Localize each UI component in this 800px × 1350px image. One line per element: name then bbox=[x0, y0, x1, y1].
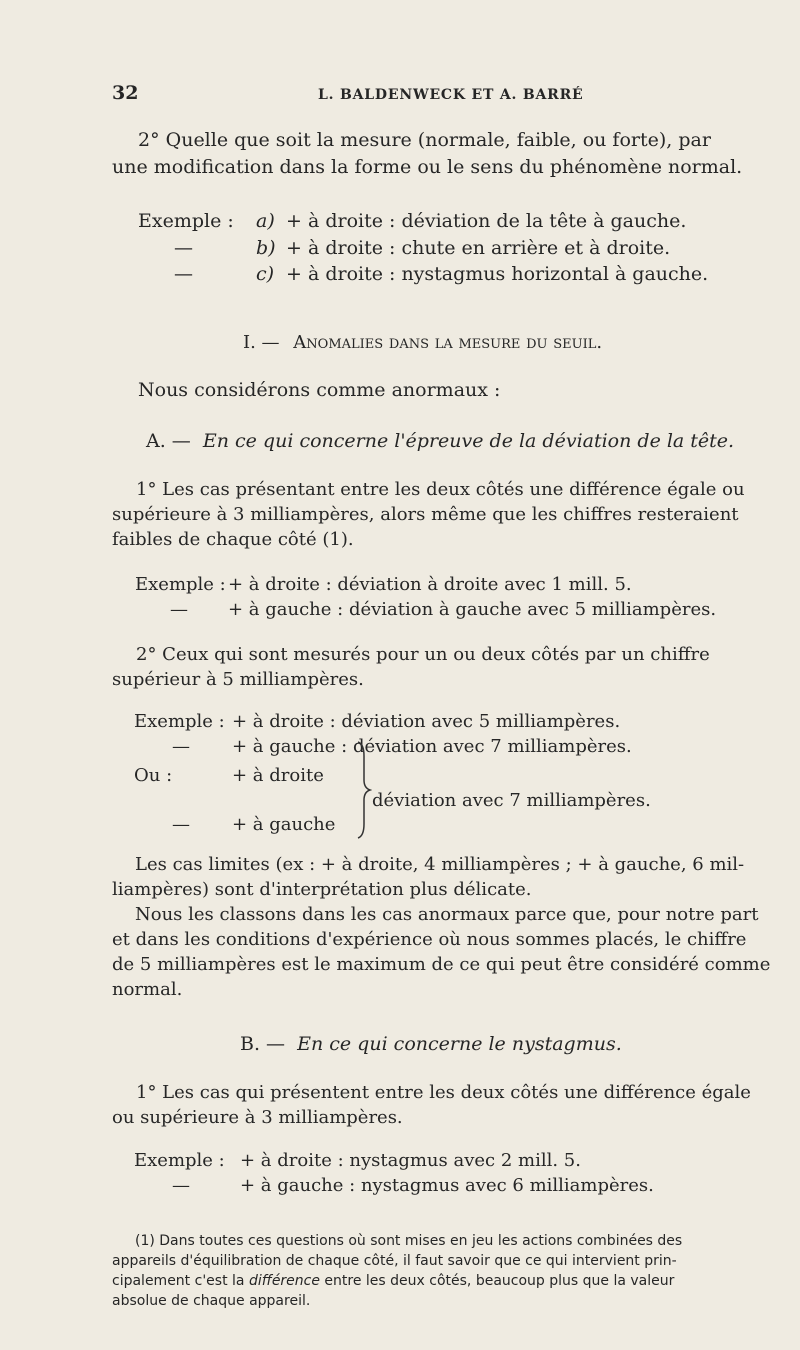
paragraph-line: Les cas limites (ex : + à droite, 4 milliampères ; + à gauche, 6 mil- bbox=[135, 854, 745, 875]
running-title: L. BALDENWECK ET A. BARRÉ bbox=[318, 87, 584, 103]
subsection-label: B. — bbox=[240, 1033, 286, 1055]
example-lead: — bbox=[172, 1175, 190, 1196]
subsection-title: En ce qui concerne l'épreuve de la déviation de la tête. bbox=[202, 430, 735, 452]
example-lead: Ou : bbox=[134, 765, 173, 786]
subsection-heading bbox=[240, 1031, 622, 1057]
paragraph-line: faibles de chaque côté (1). bbox=[112, 529, 354, 550]
footnote-line: appareils d'équilibration de chaque côté, il faut savoir que ce qui intervient prin- bbox=[112, 1253, 677, 1269]
footnote-line: absolue de chaque appareil. bbox=[112, 1293, 311, 1309]
section-title: Anomalies dans la mesure du seuil. bbox=[293, 332, 603, 353]
example-text: + à gauche : nystagmus avec 6 milliampères. bbox=[240, 1175, 654, 1196]
example-row bbox=[138, 208, 234, 234]
example-letter: b) bbox=[256, 237, 276, 259]
example-lead: Exemple : bbox=[135, 574, 226, 595]
paragraph-line: supérieure à 3 milliampères, alors même que les chiffres resteraient bbox=[112, 504, 739, 525]
subsection-label: A. — bbox=[146, 430, 191, 452]
paragraph-line: liampères) sont d'interprétation plus délicate. bbox=[112, 879, 532, 900]
paragraph-line: supérieur à 5 milliampères. bbox=[112, 669, 364, 690]
section-heading bbox=[243, 330, 602, 356]
example-text: + à gauche bbox=[232, 814, 336, 835]
paragraph-line: ou supérieure à 3 milliampères. bbox=[112, 1107, 403, 1128]
example-lead: Exemple : bbox=[134, 1150, 225, 1171]
example-text: + à droite : déviation de la tête à gauche. bbox=[286, 210, 687, 232]
example-text: + à droite : déviation à droite avec 1 mill. 5. bbox=[228, 574, 632, 595]
paragraph-line: de 5 milliampères est le maximum de ce qui peut être considéré comme bbox=[112, 954, 771, 975]
example-lead: — bbox=[170, 599, 188, 620]
subsection-title: En ce qui concerne le nystagmus. bbox=[297, 1033, 622, 1055]
example-lead: Exemple : bbox=[134, 711, 225, 732]
paragraph-line: Nous considérons comme anormaux : bbox=[138, 379, 501, 401]
paragraph-line: 2° Ceux qui sont mesurés pour un ou deux côtés par un chiffre bbox=[136, 644, 710, 665]
example-lead: — bbox=[172, 736, 190, 757]
paragraph-line: et dans les conditions d'expérience où nous sommes placés, le chiffre bbox=[112, 929, 747, 950]
page-number: 32 bbox=[112, 82, 139, 104]
example-lead: — bbox=[174, 237, 193, 259]
footnote-text: entre les deux côtés, beaucoup plus que la valeur bbox=[319, 1273, 675, 1289]
paragraph-line: 1° Les cas qui présentent entre les deux côtés une différence égale bbox=[136, 1082, 751, 1103]
example-text: + à droite : chute en arrière et à droite. bbox=[286, 237, 671, 259]
footnote-line: (1) Dans toutes ces questions où sont mises en jeu les actions combinées des bbox=[135, 1233, 683, 1249]
footnote-text: cipalement c'est la bbox=[112, 1273, 249, 1289]
paragraph-line: Nous les classons dans les cas anormaux parce que, pour notre part bbox=[135, 904, 759, 925]
subsection-heading bbox=[146, 428, 734, 454]
paragraph-line: 1° Les cas présentant entre les deux côtés une différence égale ou bbox=[136, 479, 745, 500]
paragraph-line: une modification dans la forme ou le sens du phénomène normal. bbox=[112, 156, 743, 178]
example-text: + à droite : déviation avec 5 milliampères. bbox=[232, 711, 621, 732]
example-text: + à droite : nystagmus avec 2 mill. 5. bbox=[240, 1150, 581, 1171]
example-text: + à gauche : déviation à gauche avec 5 milliampères. bbox=[228, 599, 717, 620]
paragraph-line: 2° Quelle que soit la mesure (normale, faible, ou forte), par bbox=[138, 129, 711, 151]
section-number: I. — bbox=[243, 332, 280, 353]
example-letter: a) bbox=[256, 210, 275, 232]
example-letter: c) bbox=[256, 263, 275, 285]
example-text: + à droite bbox=[232, 765, 324, 786]
brace-symbol bbox=[354, 740, 372, 840]
footnote-emphasis: différence bbox=[248, 1273, 320, 1289]
footnote-line bbox=[112, 1272, 674, 1290]
example-lead: Exemple : bbox=[138, 210, 234, 232]
example-text: + à droite : nystagmus horizontal à gauche. bbox=[286, 263, 709, 285]
example-result: déviation avec 7 milliampères. bbox=[372, 790, 651, 811]
example-text: + à gauche : déviation avec 7 milliampères. bbox=[232, 736, 632, 757]
example-lead: — bbox=[172, 814, 190, 835]
example-lead: — bbox=[174, 263, 193, 285]
paragraph-line: normal. bbox=[112, 979, 183, 1000]
